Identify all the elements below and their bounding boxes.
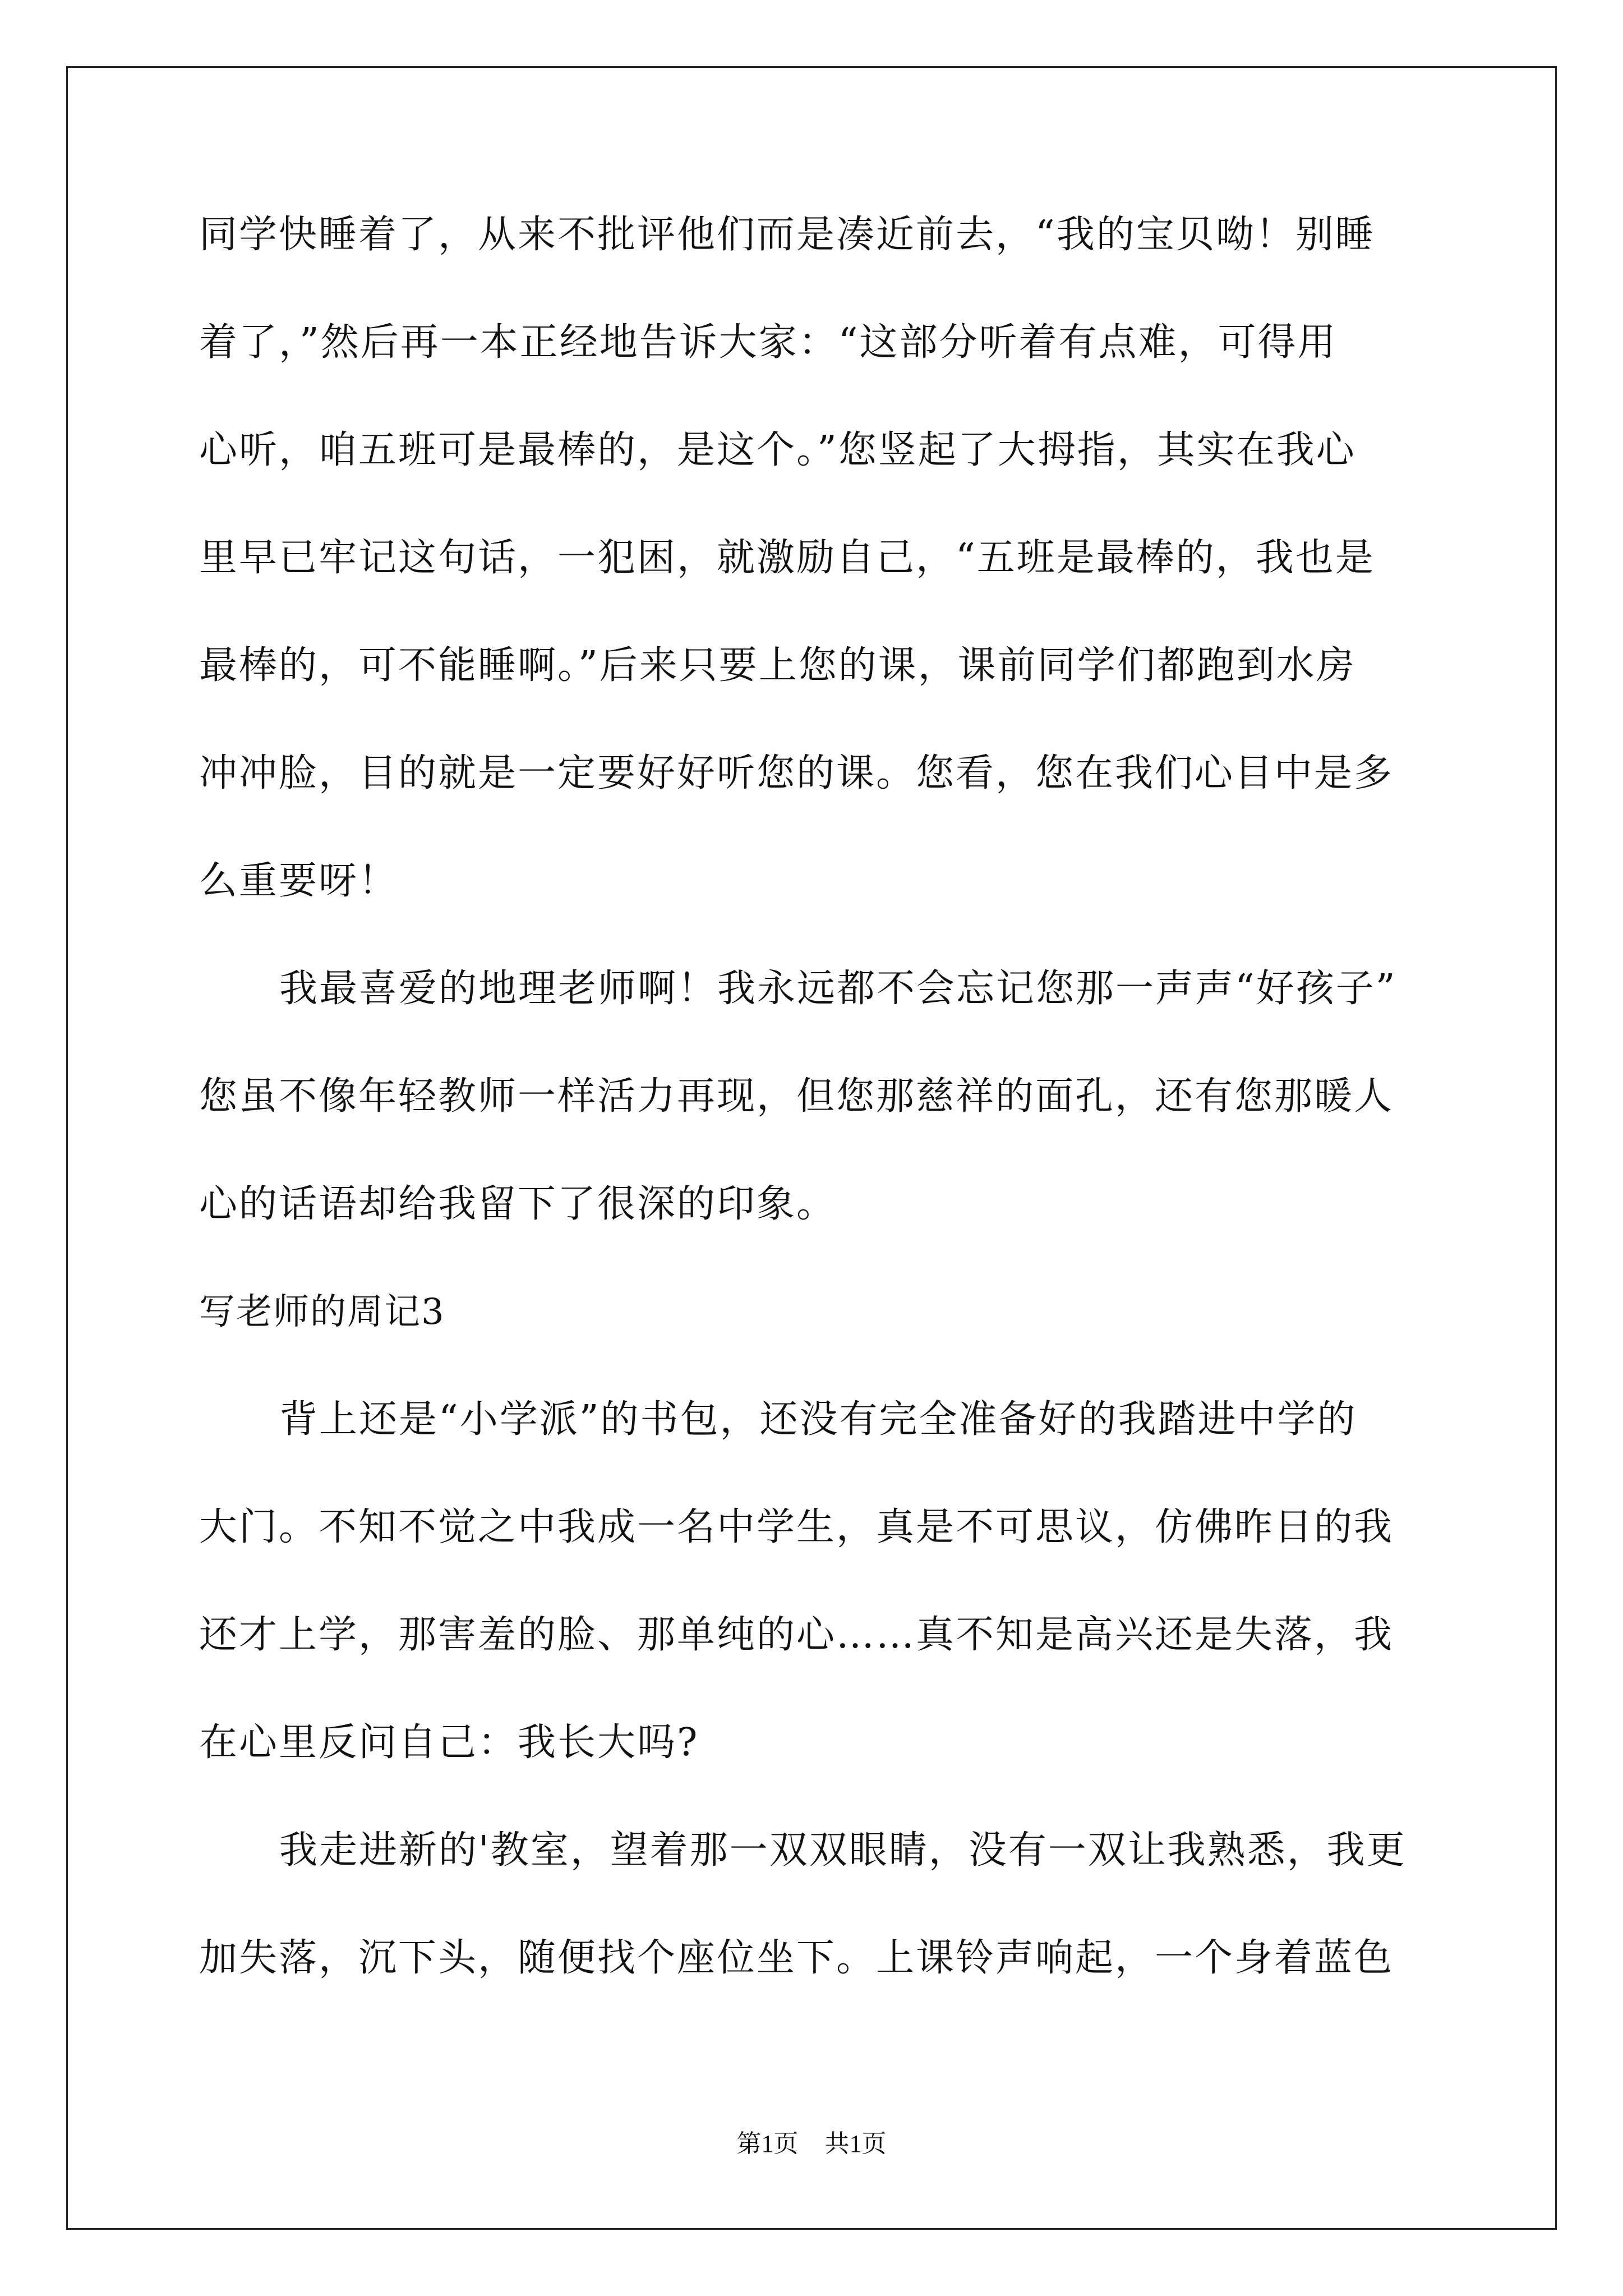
text-line: 在心里反问自己：我长大吗? xyxy=(199,1720,699,1765)
paragraph-start-line: 我最喜爱的地理老师啊！我永远都不会忘记您那一声声“好孩子” xyxy=(279,967,1397,1011)
paragraph-start-line: 背上还是“小学派”的书包，还没有完全准备好的我踏进中学的 xyxy=(279,1397,1357,1442)
paragraph-start-line: 我走进新的'教室，望着那一双双眼睛，没有一双让我熟悉，我更 xyxy=(279,1828,1407,1872)
text-line: 您虽不像年轻教师一样活力再现，但您那慈祥的面孔，还有您那暖人 xyxy=(199,1074,1394,1119)
text-line: 还才上学，那害羞的脸、那单纯的心……真不知是高兴还是失落，我 xyxy=(199,1613,1394,1657)
page-total: 共1页 xyxy=(824,2130,887,2157)
document-body xyxy=(199,213,1430,2047)
text-line: 着了，”然后再一本正经地告诉大家：“这部分听着有点难，可得用 xyxy=(199,320,1338,365)
text-line: 加失落，沉下头，随便找个座位坐下。上课铃声响起，一个身着蓝色 xyxy=(199,1936,1394,1980)
text-line: 心听，咱五班可是最棒的，是这个。”您竖起了大拇指，其实在我心 xyxy=(199,428,1356,472)
text-line: 最棒的，可不能睡啊。”后来只要上您的课，课前同学们都跑到水房 xyxy=(199,643,1356,688)
page-number: 第1页 xyxy=(736,2130,799,2157)
text-line: 同学快睡着了，从来不批评他们而是凑近前去，“我的宝贝呦！别睡 xyxy=(199,213,1375,257)
section-heading: 写老师的周记3 xyxy=(199,1291,445,1333)
text-line: 大门。不知不觉之中我成一名中学生，真是不可思议，仿佛昨日的我 xyxy=(199,1505,1394,1549)
page-footer xyxy=(0,2132,1623,2156)
text-line: 里早已牢记这句话，一犯困，就激励自己，“五班是最棒的，我也是 xyxy=(199,536,1375,580)
text-line: 心的话语却给我留下了很深的印象。 xyxy=(199,1182,837,1226)
text-line: 么重要呀！ xyxy=(199,859,399,903)
text-line: 冲冲脸，目的就是一定要好好听您的课。您看，您在我们心目中是多 xyxy=(199,751,1394,795)
